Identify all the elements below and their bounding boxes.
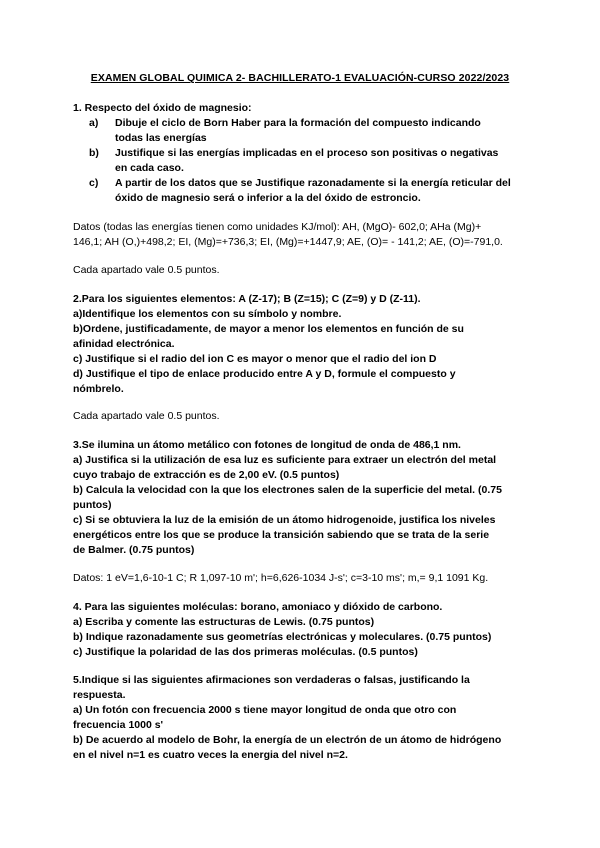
question-4: 4. Para las siguientes moléculas: borano, amoniaco y dióxido de carbono. a) Escriba y comente las estructuras de Lewis. (0.75 puntos) b) Indique razonadamente sus geometrías electrónicas y moleculares. (0.75 puntos) c) Justifique la polaridad de las dos primeras moléculas. (0.5 puntos) [73,601,492,658]
exam-title: EXAMEN GLOBAL QUIMICA 2- BACHILLERATO-1 EVALUACIÓN-CURSO 2022/2023 [90,72,510,84]
question-2-points: Cada apartado vale 0.5 puntos. [73,410,220,422]
question-3: 3.Se ilumina un átomo metálico con fotones de longitud de onda de 486,1 nm. a) Justifica si la utilización de esa luz es suficiente para extraer un electrón del metal cuyo trabajo de extracción es de 2,00 eV. (0.5 puntos) b) Calcula la velocidad con la que los electrones salen de la superficie del metal. (0.75 puntos) c) Si se obtuviera la luz de la emisión de un átomo hidrogenoide, justifica los niveles energéticos entre los que se produce la transición sabiendo que se trata de la serie de Balmer. (0.75 puntos) [73,439,502,556]
question-1 [73,101,533,206]
question-1-item-c: c) A partir de los datos que se Justifique razonadamente si la energía reticular del óxido de magnesio será o inferior a la del óxido de estroncio. [89,177,511,204]
question-5: 5.Indique si las siguientes afirmaciones son verdaderas o falsas, justificando la respuesta. a) Un fotón con frecuencia 2000 s tiene mayor longitud de onda que otro con frecuencia 1000 s' b) De acuerdo al modelo de Bohr, la energía de un electrón de un átomo de hidrógeno en el nivel n=1 es cuatro veces la energia del nivel n=2. [73,674,502,761]
question-3-data: Datos: 1 eV=1,6-10-1 C; R 1,097-10 m'; h=6,626-1034 J-s'; c=3-10 ms'; m,= 9,1 1091 Kg. [73,572,489,584]
question-1-heading: 1. Respecto del óxido de magnesio: [73,102,252,114]
question-1-points: Cada apartado vale 0.5 puntos. [73,264,220,276]
question-1-data: Datos (todas las energías tienen como unidades KJ/mol): AH, (MgO)- 602,0; AHa (Mg)+ 146,1; AH (O,)+498,2; EI, (Mg)=+736,3; EI, (Mg)=+1447,9; AE, (O)= - 141,2; AE, (O)=-791,0. [73,221,503,248]
question-1-item-a: a) Dibuje el ciclo de Born Haber para la formación del compuesto indicando todas las energías [89,117,481,144]
question-1-item-b: b) Justifique si las energías implicadas en el proceso son positivas o negativas en cada caso. [89,147,499,174]
question-2: 2.Para los siguientes elementos: A (Z-17); B (Z=15); C (Z=9) y D (Z-11). a)Identifique los elementos con su símbolo y nombre. b)Ordene, justificadamente, de mayor a menor los elementos en función de su afinidad electrónica. c) Justifique si el radio del ion C es mayor o menor que el radio del ion D d) Justifique el tipo de enlace producido entre A y D, formule el compuesto y nómbrelo. [73,293,464,395]
